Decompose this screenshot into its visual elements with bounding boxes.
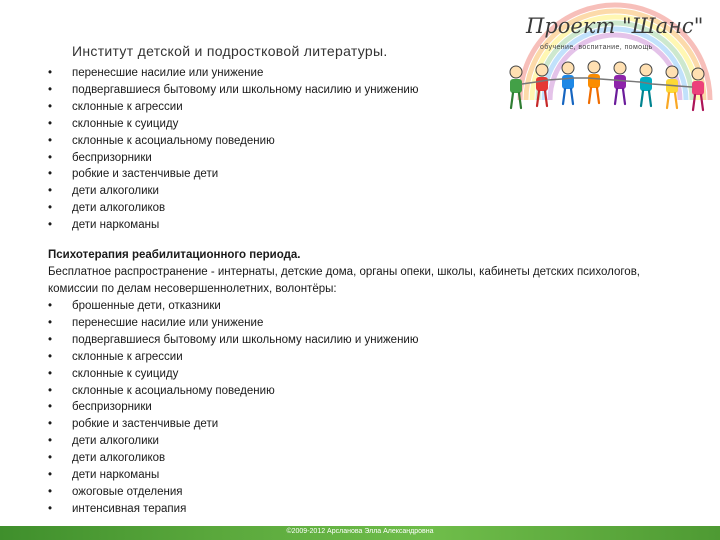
list-item: • робкие и застенчивые дети bbox=[48, 166, 518, 183]
list-item: • интенсивная терапия bbox=[48, 501, 518, 518]
logo-title: Проект "Шанс" bbox=[526, 14, 704, 38]
list-item: • дети наркоманы bbox=[48, 467, 518, 484]
list-item: • склонные к агрессии bbox=[48, 99, 518, 116]
list-item: • дети наркоманы bbox=[48, 217, 518, 234]
footer-copyright: ©2009-2012 Арсланова Элла Александровна bbox=[286, 528, 434, 535]
list-item: • дети алкоголиков bbox=[48, 200, 518, 217]
list-item: • дети алкоголиков bbox=[48, 450, 518, 467]
list-item: • ожоговые отделения bbox=[48, 484, 518, 501]
section-heading: Психотерапия реабилитационного периода. bbox=[48, 249, 301, 261]
list-item: • робкие и застенчивые дети bbox=[48, 416, 518, 433]
list-item: • беспризорники bbox=[48, 399, 518, 416]
bullet-list-bottom bbox=[48, 298, 518, 518]
list-item: • склонные к суициду bbox=[48, 366, 518, 383]
list-item: • склонные к асоциальному поведению bbox=[48, 383, 518, 400]
list-item: • дети алкоголики bbox=[48, 183, 518, 200]
list-item: • склонные к агрессии bbox=[48, 349, 518, 366]
bullet-list-top bbox=[48, 65, 518, 234]
list-item: • брошенные дети, отказники bbox=[48, 298, 518, 315]
list-item: • склонные к асоциальному поведению bbox=[48, 133, 518, 150]
footer-bar bbox=[0, 526, 720, 540]
list-item: • беспризорники bbox=[48, 150, 518, 167]
section-description: Бесплатное распространение - интернаты, детские дома, органы опеки, школы, кабинеты детских психологов, комиссии по делам несовершеннолетних, волонтёры: bbox=[48, 265, 640, 295]
logo-subtitle: обучение, воспитание, помощь bbox=[540, 44, 653, 51]
page-title: Институт детской и подростковой литературы. bbox=[72, 43, 388, 59]
list-item: • перенесшие насилие или унижение bbox=[48, 65, 518, 82]
list-item: • склонные к суициду bbox=[48, 116, 518, 133]
section-rehab bbox=[48, 247, 708, 298]
logo bbox=[500, 0, 720, 128]
list-item: • дети алкоголики bbox=[48, 433, 518, 450]
list-item: • подвергавшиеся бытовому или школьному насилию и унижению bbox=[48, 82, 518, 99]
list-item: • подвергавшиеся бытовому или школьному насилию и унижению bbox=[48, 332, 518, 349]
list-item: • перенесшие насилие или унижение bbox=[48, 315, 518, 332]
